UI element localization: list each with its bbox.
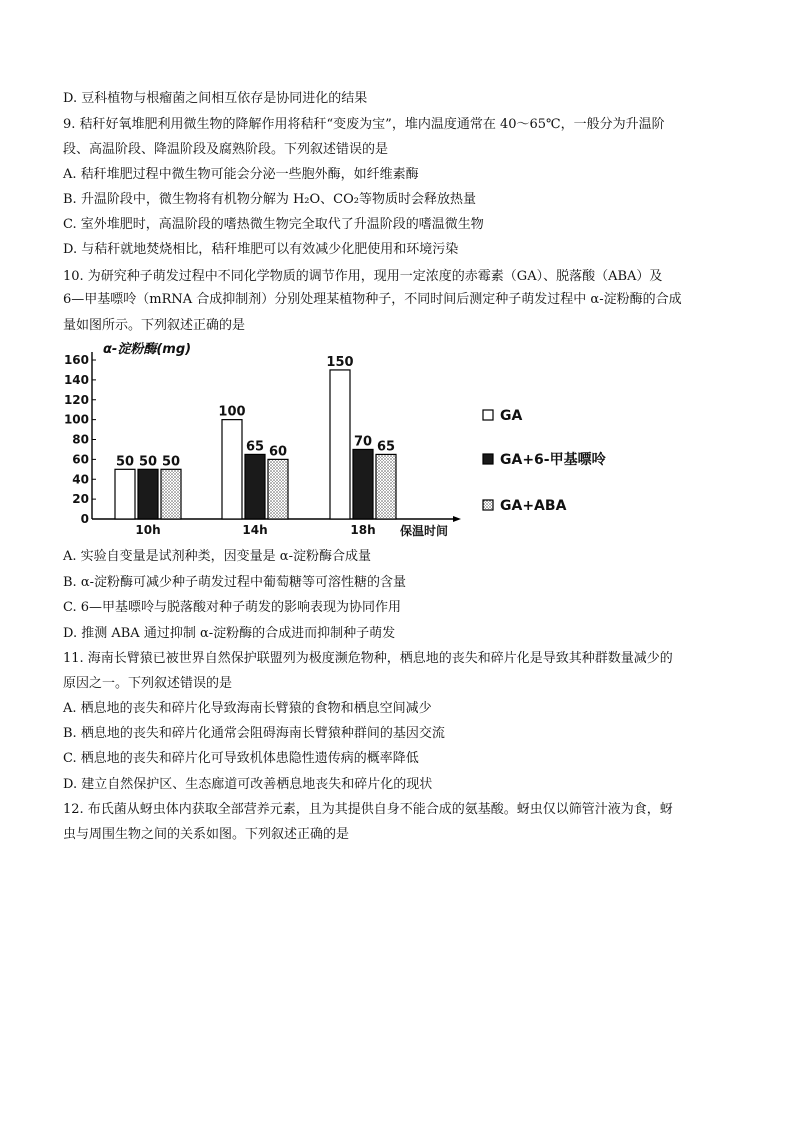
x-axis-arrow — [453, 516, 461, 522]
text-line-8: 6—甲基嘌呤（mRNA 合成抑制剂）分别处理某植物种子，不同时间后测定种子萌发过程中 α-淀粉酶的合成 — [63, 292, 682, 307]
y-tick-label: 100 — [63, 412, 89, 427]
bar-14h-series-1 — [245, 454, 265, 519]
x-category-label: 10h — [135, 523, 161, 537]
bar-value-label: 50 — [138, 454, 158, 470]
text-line-3: A. 秸秆堆肥过程中微生物可能会分泌一些胞外酶，如纤维素酶 — [63, 167, 419, 182]
text-line-14: 11. 海南长臂猿已被世界自然保护联盟列为极度濒危物种，栖息地的丧失和碎片化是导致其种群数量减少的 — [63, 651, 673, 666]
legend-swatch-0 — [483, 410, 493, 420]
bar-10h-series-2 — [161, 469, 181, 519]
legend-label-0: GA — [500, 408, 523, 424]
legend-swatch-2 — [483, 500, 493, 510]
bar-18h-series-1 — [353, 449, 373, 519]
text-line-4: B. 升温阶段中，微生物将有机物分解为 H₂O、CO₂等物质时会释放热量 — [63, 192, 476, 207]
text-line-18: C. 栖息地的丧失和碎片化可导致机体患隐性遗传病的概率降低 — [63, 751, 419, 766]
bar-18h-series-2 — [376, 454, 396, 519]
enzyme-bar-chart — [60, 338, 620, 544]
x-category-label: 18h — [350, 523, 376, 537]
text-line-2: 段、高温阶段、降温阶段及腐熟阶段。下列叙述错误的是 — [63, 142, 389, 157]
y-axis-label: α-淀粉酶(mg) — [103, 342, 192, 357]
legend-label-1: GA+6-甲基嘌呤 — [500, 452, 606, 468]
text-line-0: D. 豆科植物与根瘤菌之间相互依存是协同进化的结果 — [63, 91, 368, 106]
y-tick-label: 20 — [72, 492, 89, 507]
text-line-13: D. 推测 ABA 通过抑制 α-淀粉酶的合成进而抑制种子萌发 — [63, 626, 396, 641]
bar-10h-series-0 — [115, 469, 135, 519]
legend-swatch-1 — [483, 454, 493, 464]
text-line-15: 原因之一。下列叙述错误的是 — [63, 676, 233, 691]
text-line-7: 10. 为研究种子萌发过程中不同化学物质的调节作用，现用一定浓度的赤霉素（GA）、脱落酸（ABA）及 — [63, 269, 663, 284]
y-tick-label: 60 — [72, 452, 89, 467]
text-line-1: 9. 秸秆好氧堆肥利用微生物的降解作用将秸秆“变废为宝”，堆内温度通常在 40～65℃，一般分为升温阶 — [63, 117, 665, 132]
bar-10h-series-1 — [138, 469, 158, 519]
text-line-10: A. 实验自变量是试剂种类，因变量是 α-淀粉酶合成量 — [63, 549, 371, 564]
bar-18h-series-0 — [330, 370, 350, 519]
bar-value-label: 50 — [115, 454, 135, 470]
y-tick-label: 40 — [72, 472, 89, 487]
bar-value-label: 70 — [353, 434, 373, 450]
text-line-16: A. 栖息地的丧失和碎片化导致海南长臂猿的食物和栖息空间减少 — [63, 701, 432, 716]
y-tick-label: 120 — [63, 392, 89, 407]
x-category-label: 14h — [242, 523, 268, 537]
bar-14h-series-0 — [222, 420, 242, 519]
bar-value-label: 150 — [326, 354, 354, 370]
bar-14h-series-2 — [268, 459, 288, 519]
text-line-11: B. α-淀粉酶可减少种子萌发过程中葡萄糖等可溶性糖的含量 — [63, 575, 406, 590]
bar-value-label: 50 — [161, 454, 181, 470]
text-line-19: D. 建立自然保护区、生态廊道可改善栖息地丧失和碎片化的现状 — [63, 777, 433, 792]
y-tick-label: 160 — [63, 353, 89, 367]
bar-value-label: 100 — [218, 404, 246, 420]
text-line-9: 量如图所示。下列叙述正确的是 — [63, 318, 246, 333]
y-tick-label: 0 — [80, 512, 89, 526]
text-line-5: C. 室外堆肥时，高温阶段的嗜热微生物完全取代了升温阶段的嗜温微生物 — [63, 217, 484, 232]
text-line-20: 12. 布氏菌从蚜虫体内获取全部营养元素，且为其提供自身不能合成的氨基酸。蚜虫仅以筛管汁液为食，蚜 — [63, 802, 673, 817]
text-line-12: C. 6—甲基嘌呤与脱落酸对种子萌发的影响表现为协同作用 — [63, 600, 402, 615]
bar-value-label: 60 — [268, 444, 288, 460]
bar-value-label: 65 — [376, 439, 396, 455]
text-line-21: 虫与周围生物之间的关系如图。下列叙述正确的是 — [63, 827, 350, 842]
chart-svg — [60, 338, 620, 544]
y-tick-label: 140 — [63, 372, 89, 387]
x-axis-label: 保温时间 — [399, 524, 449, 538]
text-line-17: B. 栖息地的丧失和碎片化通常会阻碍海南长臂猿种群间的基因交流 — [63, 726, 445, 741]
y-tick-label: 80 — [72, 432, 89, 447]
text-line-6: D. 与秸秆就地焚烧相比，秸秆堆肥可以有效减少化肥使用和环境污染 — [63, 242, 459, 257]
legend-label-2: GA+ABA — [500, 498, 567, 514]
bar-value-label: 65 — [245, 439, 265, 455]
